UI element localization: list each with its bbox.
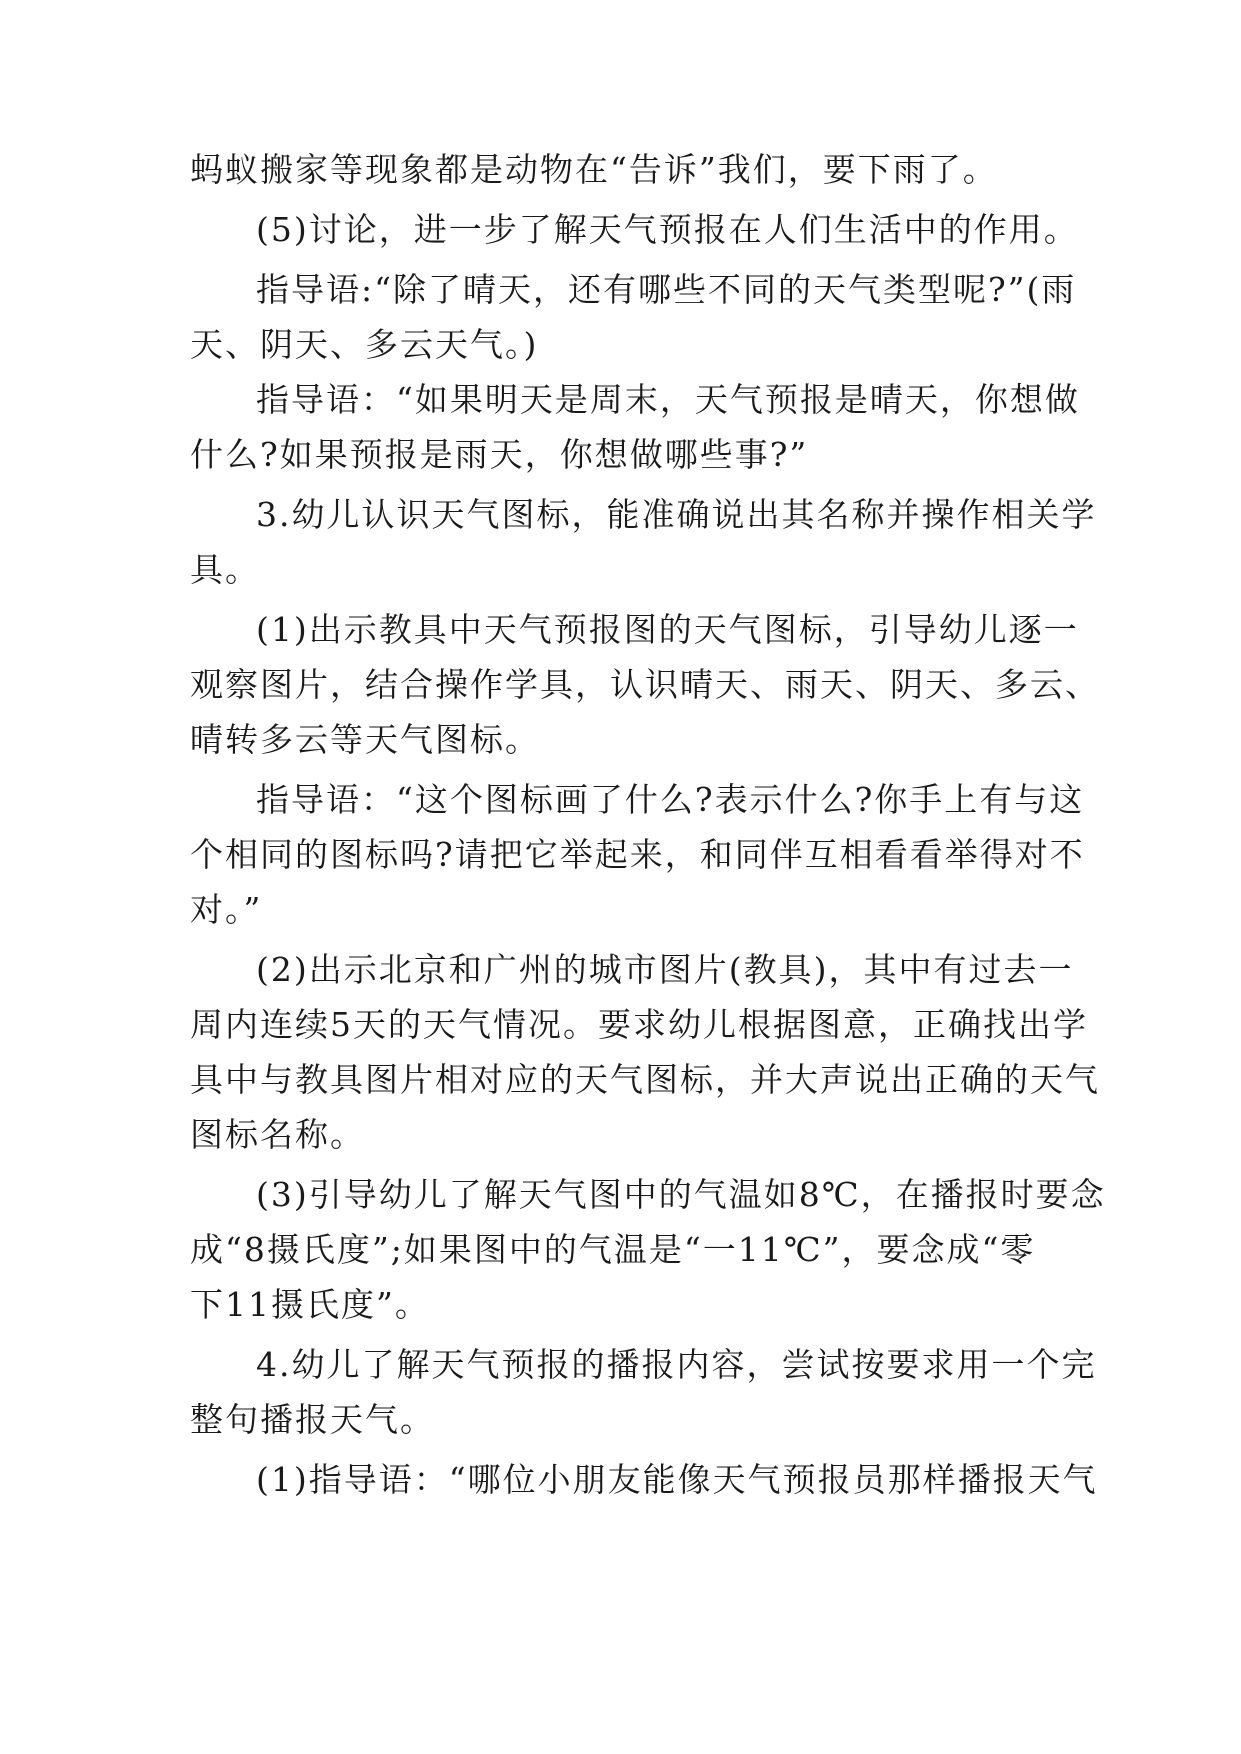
text-line-14: 对。” — [190, 890, 263, 929]
text-line-3: 指导语:“除了晴天，还有哪些不同的天气类型呢?”(雨 — [256, 270, 1077, 309]
text-line-8: 具。 — [190, 550, 260, 589]
text-line-21: 下11摄氏度”。 — [190, 1285, 430, 1324]
text-line-18: 图标名称。 — [190, 1115, 365, 1154]
text-line-10: 观察图片，结合操作学具，认识晴天、雨天、阴天、多云、 — [190, 665, 1100, 704]
text-line-23: 整句播报天气。 — [190, 1400, 435, 1439]
text-line-16: 周内连续5天的天气情况。要求幼儿根据图意，正确找出学 — [190, 1005, 1088, 1044]
text-line-22: 4.幼儿了解天气预报的播报内容，尝试按要求用一个完 — [256, 1345, 1097, 1384]
text-line-19: (3)引导幼儿了解天气图中的气温如8℃，在播报时要念 — [256, 1175, 1106, 1214]
text-line-4: 天、阴天、多云天气。) — [190, 325, 539, 364]
text-line-11: 晴转多云等天气图标。 — [190, 720, 540, 759]
text-line-20: 成“8摄氏度”;如果图中的气温是“一11℃”，要念成“零 — [190, 1230, 1036, 1269]
text-line-5: 指导语：“如果明天是周末，天气预报是晴天，你想做 — [256, 380, 1080, 419]
text-line-13: 个相同的图标吗?请把它举起来，和同伴互相看看举得对不 — [190, 835, 1085, 874]
text-line-1: 蚂蚁搬家等现象都是动物在“告诉”我们，要下雨了。 — [190, 150, 998, 189]
text-line-6: 什么?如果预报是雨天，你想做哪些事?” — [190, 435, 809, 474]
text-line-2: (5)讨论，进一步了解天气预报在人们生活中的作用。 — [256, 210, 1079, 249]
text-line-7: 3.幼儿认识天气图标，能准确说出其名称并操作相关学 — [256, 495, 1097, 534]
text-line-9: (1)出示教具中天气预报图的天气图标，引导幼儿逐一 — [256, 610, 1079, 649]
text-line-12: 指导语：“这个图标画了什么?表示什么?你手上有与这 — [256, 780, 1085, 819]
text-line-17: 具中与教具图片相对应的天气图标，并大声说出正确的天气 — [190, 1060, 1100, 1099]
text-line-15: (2)出示北京和广州的城市图片(教具)，其中有过去一 — [256, 950, 1074, 989]
text-line-24: (1)指导语：“哪位小朋友能像天气预报员那样播报天气 — [256, 1460, 1098, 1499]
